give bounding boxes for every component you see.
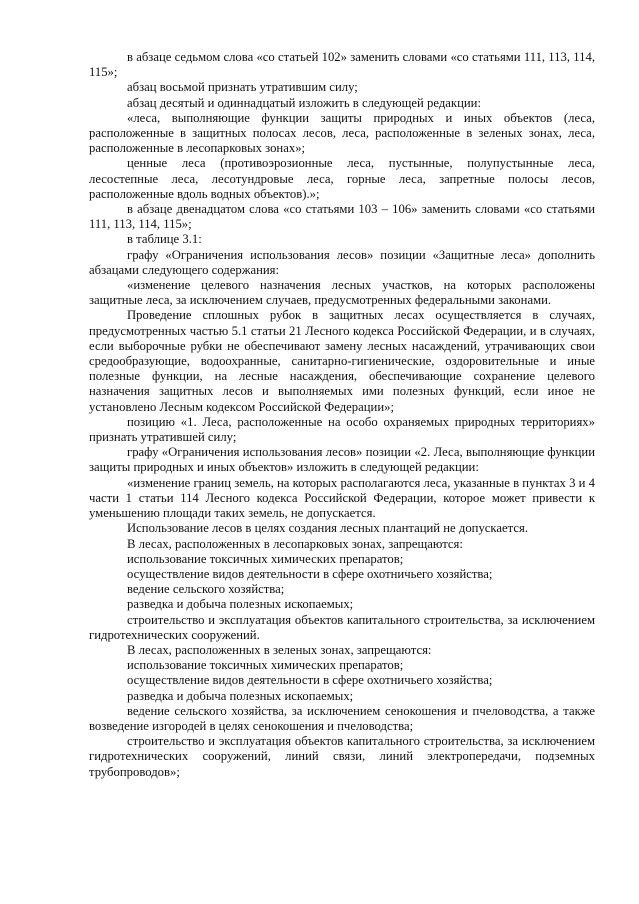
paragraph: Использование лесов в целях создания лесных плантаций не допускается. — [127, 521, 528, 536]
paragraph: Проведение сплошных рубок в защитных лесах осуществляется в случаях, предусмотренных частью 5.1 статьи 21 Лесного кодекса Российской Федерации, и в случаях, если выборочные рубки не обеспечивают замену лесных насаждений, утрачивающих свои средообразующие, водоохранные, санитарно-гигиенические, оздоровительные и иные полезные функции, на лесные насаждения, обеспечивающие сохранение целевого назначения защитных лесов и выполняемых ими полезных функций, если иное не установлено Лесным кодексом Российской Федерации»; — [89, 308, 595, 414]
paragraph: «изменение границ земель, на которых располагаются леса, указанные в пунктах 3 и 4 части 1 статьи 114 Лесного кодекса Российской Федерации, которое может привести к уменьшению площади таких земель, не допускается. — [89, 475, 595, 521]
paragraph: в абзаце седьмом слова «со статьей 102» заменить словами «со статьями 111, 113, 114, 115»; — [89, 50, 595, 80]
document-page — [89, 50, 595, 780]
paragraph: «изменение целевого назначения лесных участков, на которых расположены защитные леса, за исключением случаев, предусмотренных федеральными законами. — [89, 278, 595, 308]
paragraph: осуществление видов деятельности в сфере охотничьего хозяйства; — [127, 566, 493, 581]
paragraph: абзац восьмой признать утратившим силу; — [127, 80, 358, 95]
paragraph: разведка и добыча полезных ископаемых; — [127, 688, 354, 703]
paragraph: строительство и эксплуатация объектов капитального строительства, за исключением гидротехнических сооружений. — [89, 612, 595, 642]
paragraph: в таблице 3.1: — [127, 232, 202, 247]
paragraph: использование токсичных химических препаратов; — [127, 551, 404, 566]
paragraph: использование токсичных химических препаратов; — [127, 658, 404, 673]
paragraph: абзац десятый и одиннадцатый изложить в следующей редакции: — [127, 95, 481, 110]
paragraph: осуществление видов деятельности в сфере охотничьего хозяйства; — [127, 673, 493, 688]
paragraph: В лесах, расположенных в зеленых зонах, запрещаются: — [127, 642, 432, 657]
paragraph: строительство и эксплуатация объектов капитального строительства, за исключением гидротехнических сооружений, линий связи, линий электропередачи, подземных трубопроводов»; — [89, 734, 595, 779]
paragraph: графу «Ограничения использования лесов» позиции «2. Леса, выполняющие функции защиты природных и иных объектов» изложить в следующей редакции: — [89, 445, 595, 475]
paragraph: разведка и добыча полезных ископаемых; — [127, 597, 354, 612]
paragraph: в абзаце двенадцатом слова «со статьями 103 – 106» заменить словами «со статьями 111, 113, 114, 115»; — [89, 202, 595, 232]
paragraph: позицию «1. Леса, расположенные на особо охраняемых природных территориях» признать утратившей силу; — [89, 414, 595, 445]
paragraph: графу «Ограничения использования лесов» позиции «Защитные леса» дополнить абзацами следующего содержания: — [89, 247, 595, 277]
paragraph: «леса, выполняющие функции защиты природных и иных объектов (леса, расположенные в защитных полосах лесов, леса, расположенные в зеленых зонах, леса, расположенные в лесопарковых зонах»; — [89, 110, 595, 156]
paragraph: ведение сельского хозяйства, за исключением сенокошения и пчеловодства, а также возведение изгородей в целях сенокошения и пчеловодства; — [89, 703, 595, 733]
paragraph: ведение сельского хозяйства; — [127, 582, 285, 597]
paragraph: ценные леса (противоэрозионные леса, пустынные, полупустынные леса, лесостепные леса, лесотундровые леса, горные леса, запретные полосы лесов, расположенные вдоль водных объектов).»; — [89, 156, 595, 201]
paragraph: В лесах, расположенных в лесопарковых зонах, запрещаются: — [127, 536, 463, 551]
